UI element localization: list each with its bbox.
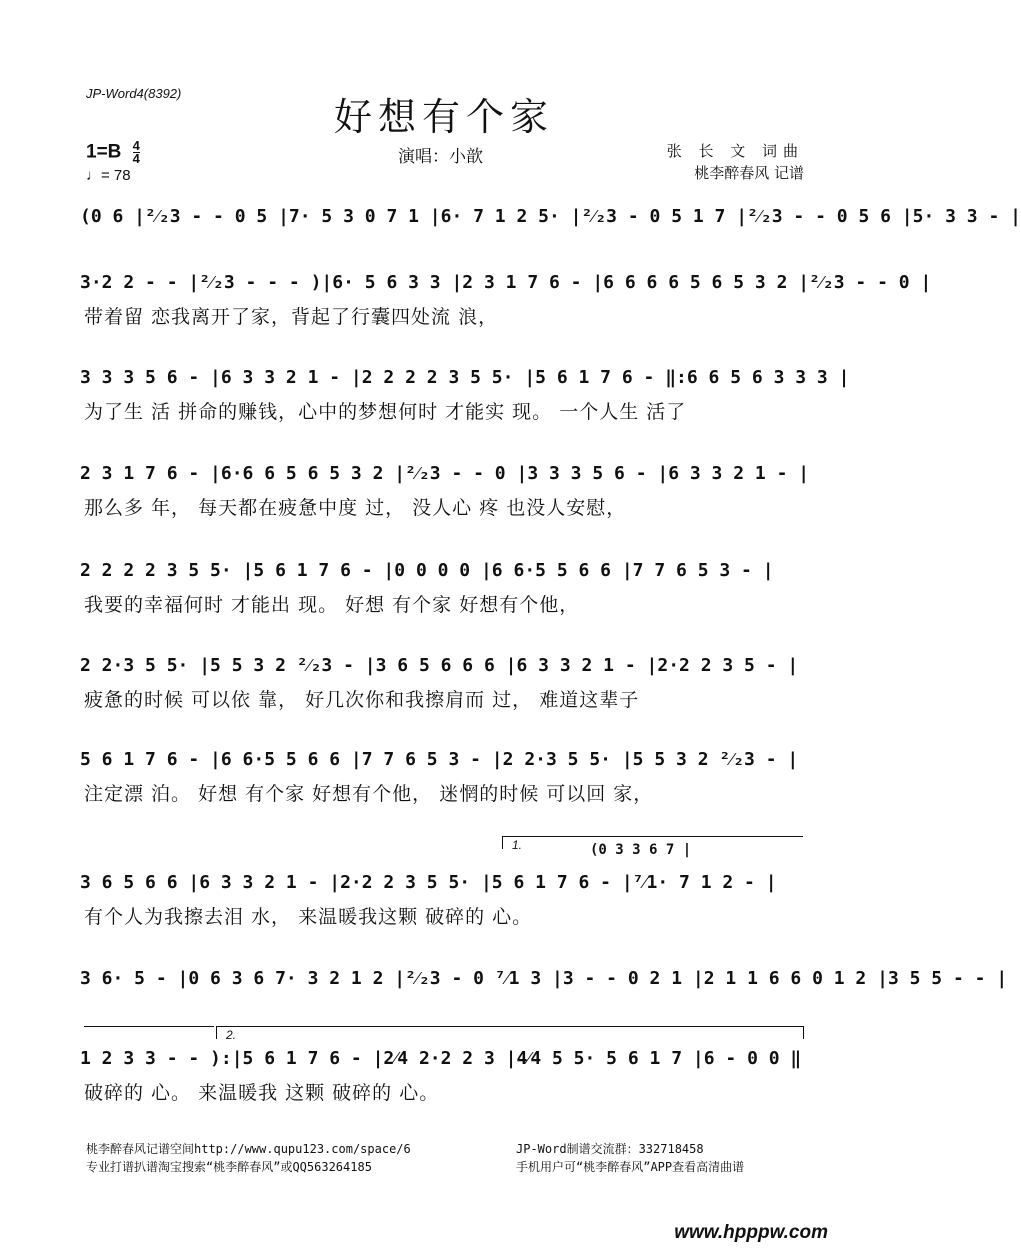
notation-line-8: 3 6 5 6 6 |6 3 3 2 1 - |2·2 2 3 5 5· |5 6 1 7 6 - |⁷⁄1· 7 1 2 - | [80, 872, 777, 893]
time-top: 4 [132, 138, 140, 153]
lyrics-line-4: 那么多 年， 每天都在疲惫中度 过， 没人心 疼 也没人安慰， [84, 497, 627, 519]
volta-2-line [216, 1026, 804, 1039]
footer-left-1: 桃李醉春风记谱空间http://www.qupu123.com/space/6 [86, 1142, 411, 1156]
notation-line-4: 2 3 1 7 6 - |6·6 6 5 6 5 3 2 |²⁄₂3 - - 0 |3 3 3 5 6 - |6 3 3 2 1 - | [80, 463, 810, 484]
software-version: JP-Word4(8392) [86, 86, 182, 101]
notation-line-3: 3 3 3 5 6 - |6 3 3 2 1 - |2 2 2 2 3 5 5· |5 6 1 7 6 - ‖:6 6 5 6 3 3 3 | [80, 367, 850, 388]
volta-2-label: 2. [226, 1028, 237, 1042]
time-signature [133, 140, 140, 165]
repeat-end-line [84, 1026, 214, 1027]
lyrics-line-7: 注定漂 泊。 好想 有个家 好想有个他， 迷惘的时候 可以回 家， [84, 783, 654, 805]
footer-right-1: JP-Word制谱交流群：332718458 [516, 1142, 704, 1156]
tempo-marking: ♩= 78 [86, 167, 131, 184]
volta-1-notes: (0 3 3 6 7 | [590, 842, 692, 858]
volta-1-label: 1. [512, 838, 523, 852]
lyrics-line-5: 我要的幸福何时 才能出 现。 好想 有个家 好想有个他， [84, 594, 580, 616]
key-signature [86, 140, 140, 165]
time-bottom: 4 [132, 151, 140, 166]
notation-line-1: (0 6 |²⁄₂3 - - 0 5 |7· 5 3 0 7 1 |6· 7 1 2 5· |²⁄₂3 - 0 5 1 7 |²⁄₂3 - - 0 5 6 |5· 3 3 - | [80, 206, 1021, 227]
notation-line-9: 3 6· 5 - |0 6 3 6 7· 3 2 1 2 |²⁄₂3 - 0 ⁷⁄1 3 |3 - - 0 2 1 |2 1 1 6 6 0 1 2 |3 5 5 - - | [80, 968, 1008, 989]
lyrics-line-10: 破碎的 心。 来温暖我 这颗 破碎的 心。 [84, 1082, 440, 1104]
notation-line-10: 1 2 3 3 - - ):|5 6 1 7 6 - |2⁄4 2·2 2 3 |4⁄4 5 5· 5 6 1 7 |6 - 0 0 ‖ [80, 1048, 802, 1069]
key-label: 1=B [86, 141, 122, 163]
singer-credit: 演唱：小歆 [398, 147, 483, 167]
lyrics-line-2: 带着留 恋我离开了家，背起了行囊四处流 浪， [84, 306, 499, 328]
footer-left-2: 专业打谱扒谱淘宝搜索“桃李醉春风”或QQ563264185 [86, 1160, 372, 1174]
song-title: 好想有个家 [333, 95, 554, 139]
lyrics-composer-credit: 张 长 文 词曲 [666, 142, 804, 160]
notation-line-6: 2 2·3 5 5· |5 5 3 2 ²⁄₂3 - |3 6 5 6 6 6 |6 3 3 2 1 - |2·2 2 3 5 - | [80, 655, 799, 676]
transcriber-credit: 桃李醉春风 记谱 [694, 164, 804, 182]
lyrics-line-3: 为了生 活 拼命的赚钱，心中的梦想何时 才能实 现。 一个人生 活了 [84, 401, 687, 423]
footer-right-2: 手机用户可“桃李醉春风”APP查看高清曲谱 [516, 1160, 745, 1174]
notation-line-7: 5 6 1 7 6 - |6 6·5 5 6 6 |7 7 6 5 3 - |2 2·3 5 5· |5 5 3 2 ²⁄₂3 - | [80, 749, 799, 770]
notation-line-2: 3·2 2 - - |²⁄₂3 - - - )|6· 5 6 3 3 |2 3 1 7 6 - |6 6 6 6 5 6 5 3 2 |²⁄₂3 - - 0 | [80, 272, 932, 293]
notation-line-5: 2 2 2 2 3 5 5· |5 6 1 7 6 - |0 0 0 0 |6 6·5 5 6 6 |7 7 6 5 3 - | [80, 560, 774, 581]
lyrics-line-8: 有个人为我擦去泪 水， 来温暖我这颗 破碎的 心。 [84, 906, 533, 928]
watermark: www.hpppw.com [674, 1222, 828, 1243]
lyrics-line-6: 疲惫的时候 可以依 靠， 好几次你和我擦肩而 过， 难道这辈子 [84, 689, 640, 711]
